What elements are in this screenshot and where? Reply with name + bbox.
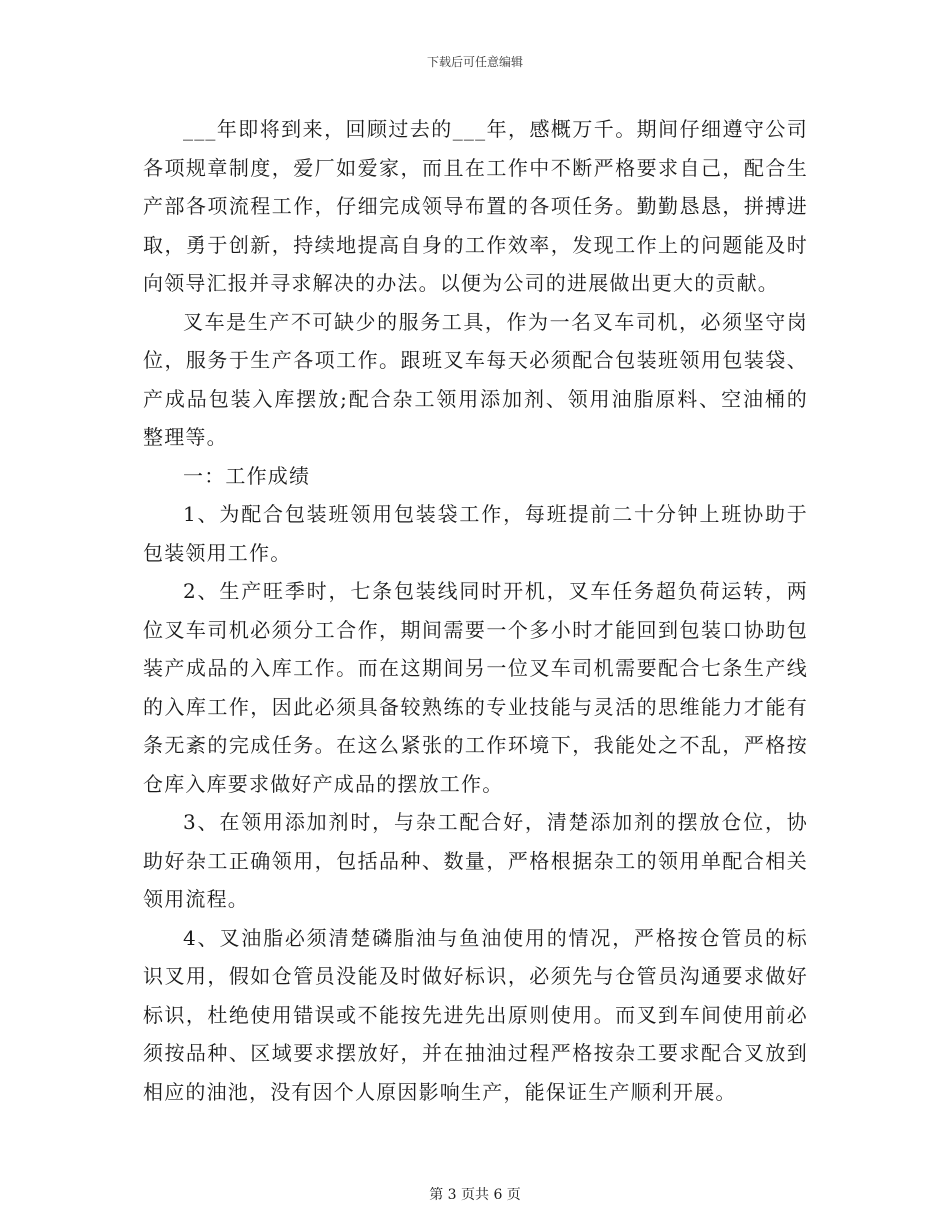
- paragraph-item-2: 2、生产旺季时，七条包装线同时开机，叉车任务超负荷运转，两位叉车司机必须分工合作，期间需要一个多小时才能回到包装口协助包装产成品的入库工作。而在这期间另一位叉车司机需要配合七条生产线的入库工作，因此必须具备较熟练的专业技能与灵活的思维能力才能有条无紊的完成任务。在这么紧张的工作环境下，我能处之不乱，严格按仓库入库要求做好产成品的摆放工作。: [143, 579, 808, 796]
- document-body: [143, 110, 808, 1111]
- paragraph-intro: ___年即将到来，回顾过去的___年，感概万千。期间仔细遵守公司各项规章制度，爱厂如爱家，而且在工作中不断严格要求自己，配合生产部各项流程工作，仔细完成领导布置的各项任务。勤勤恳恳，拼搏进取，勇于创新，持续地提高自身的工作效率，发现工作上的问题能及时向领导汇报并寻求解决的办法。以便为公司的进展做出更大的贡献。: [143, 117, 808, 295]
- paragraph-forklift-role: 叉车是生产不可缺少的服务工具，作为一名叉车司机，必须坚守岗位，服务于生产各项工作。跟班叉车每天必须配合包装班领用包装袋、产成品包装入库摆放;配合杂工领用添加剂、领用油脂原料、空油桶的整理等。: [143, 309, 808, 449]
- section-heading-achievements: 一：工作成绩: [183, 463, 311, 488]
- paragraph-item-3: 3、在领用添加剂时，与杂工配合好，清楚添加剂的摆放仓位，协助好杂工正确领用，包括品种、数量，严格根据杂工的领用单配合相关领用流程。: [143, 810, 808, 911]
- page-footer: 第 3 页共 6 页: [429, 1187, 521, 1203]
- paragraph-item-4: 4、叉油脂必须清楚磷脂油与鱼油使用的情况，严格按仓管员的标识叉用，假如仓管员没能及时做好标识，必须先与仓管员沟通要求做好标识，杜绝使用错误或不能按先进先出原则使用。而叉到车间使用前必须按品种、区域要求摆放好，并在抽油过程严格按杂工要求配合叉放到相应的油池，没有因个人原因影响生产，能保证生产顺利开展。: [143, 925, 808, 1104]
- page-header: 下载后可任意编辑: [426, 55, 523, 69]
- paragraph-item-1: 1、为配合包装班领用包装袋工作，每班提前二十分钟上班协助于包装领用工作。: [143, 502, 808, 565]
